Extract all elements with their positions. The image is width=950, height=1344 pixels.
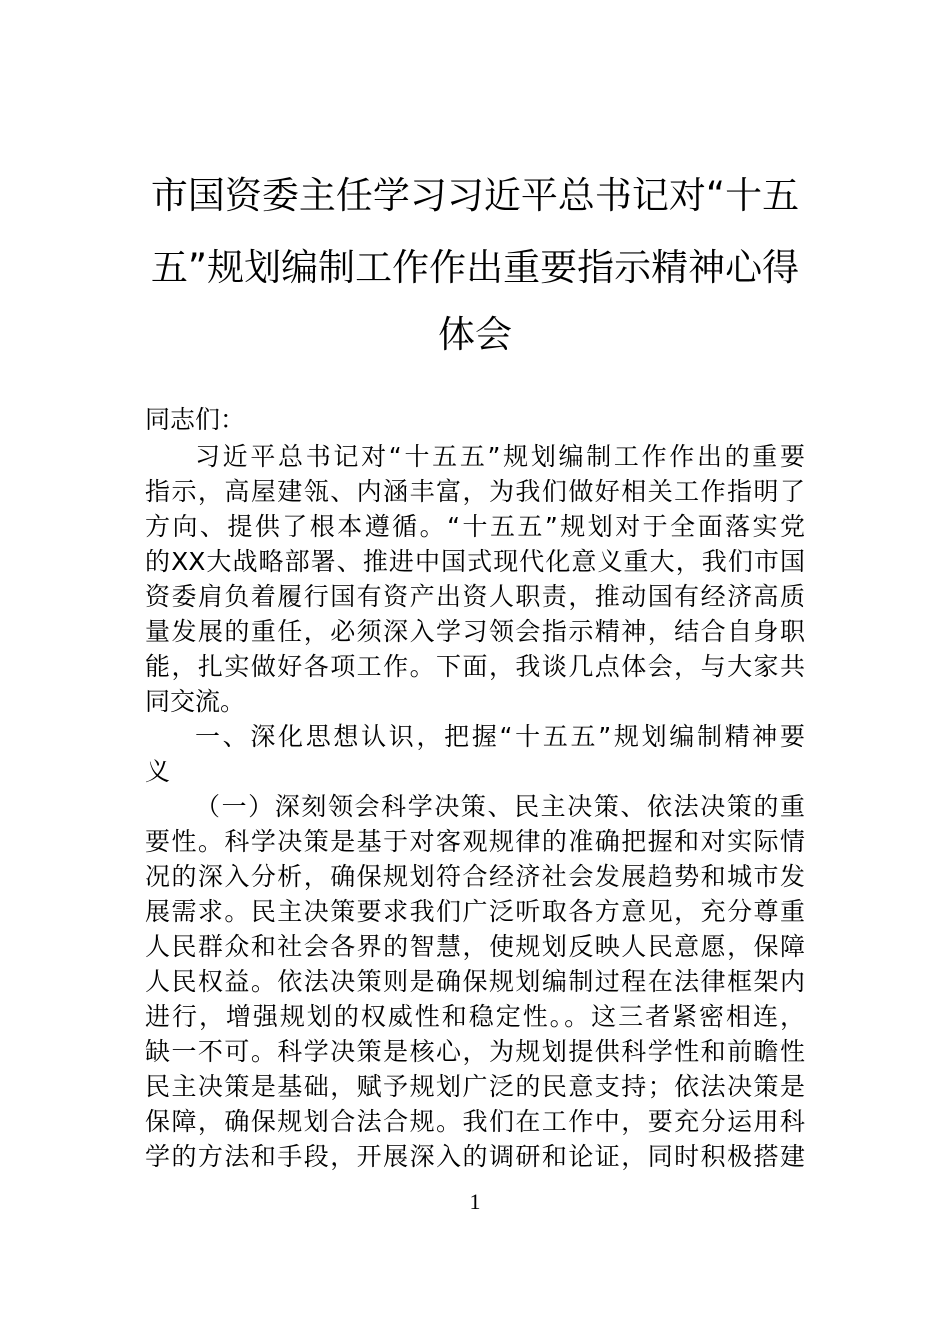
body-line: 能，扎实做好各项工作。下面，我谈几点体会，与大家共: [145, 652, 805, 681]
body-line: 的XX大战略部署、推进中国式现代化意义重大，我们市国: [145, 547, 805, 576]
page-number: 1: [469, 1189, 481, 1214]
body-line: 民主决策是基础，赋予规划广泛的民意支持；依法决策是: [145, 1072, 805, 1101]
body-line: 人民权益。依法决策则是确保规划编制过程在法律框架内: [145, 967, 805, 996]
document-title-line-2: 五”规划编制工作作出重要指示精神心得: [150, 246, 800, 289]
salutation: 同志们：: [145, 405, 246, 434]
body-line: 习近平总书记对“十五五”规划编制工作作出的重要: [195, 442, 805, 471]
section-heading: 一、深化思想认识，把握“十五五”规划编制精神要: [195, 722, 805, 751]
document-title-line-1: 市国资委主任学习习近平总书记对“十五: [150, 174, 800, 217]
body-line: 况的深入分析，确保规划符合经济社会发展趋势和城市发: [145, 862, 805, 891]
body-line: 同交流。: [145, 687, 246, 716]
body-line: 资委肩负着履行国有资产出资人职责，推动国有经济高质: [145, 582, 805, 611]
body-line: 要性。科学决策是基于对客观规律的准确把握和对实际情: [145, 827, 805, 856]
subsection-heading: （一）深刻领会科学决策、民主决策、依法决策的重: [195, 792, 805, 821]
section-heading-continuation: 义: [145, 757, 171, 786]
body-line: 缺一不可。科学决策是核心，为规划提供科学性和前瞻性: [145, 1037, 805, 1066]
body-line: 保障，确保规划合法合规。我们在工作中，要充分运用科: [145, 1107, 805, 1136]
body-line: 指示，高屋建瓴、内涵丰富，为我们做好相关工作指明了: [145, 477, 805, 506]
document-title-line-3: 体会: [438, 313, 512, 356]
body-line: 方向、提供了根本遵循。“十五五”规划对于全面落实党: [145, 512, 805, 541]
body-line: 学的方法和手段，开展深入的调研和论证，同时积极搭建: [145, 1142, 805, 1171]
body-line: 人民群众和社会各界的智慧，使规划反映人民意愿，保障: [145, 932, 805, 961]
body-line: 进行，增强规划的权威性和稳定性。。这三者紧密相连，: [145, 1002, 805, 1031]
body-line: 展需求。民主决策要求我们广泛听取各方意见，充分尊重: [145, 897, 805, 926]
body-line: 量发展的重任，必须深入学习领会指示精神，结合自身职: [145, 617, 805, 646]
